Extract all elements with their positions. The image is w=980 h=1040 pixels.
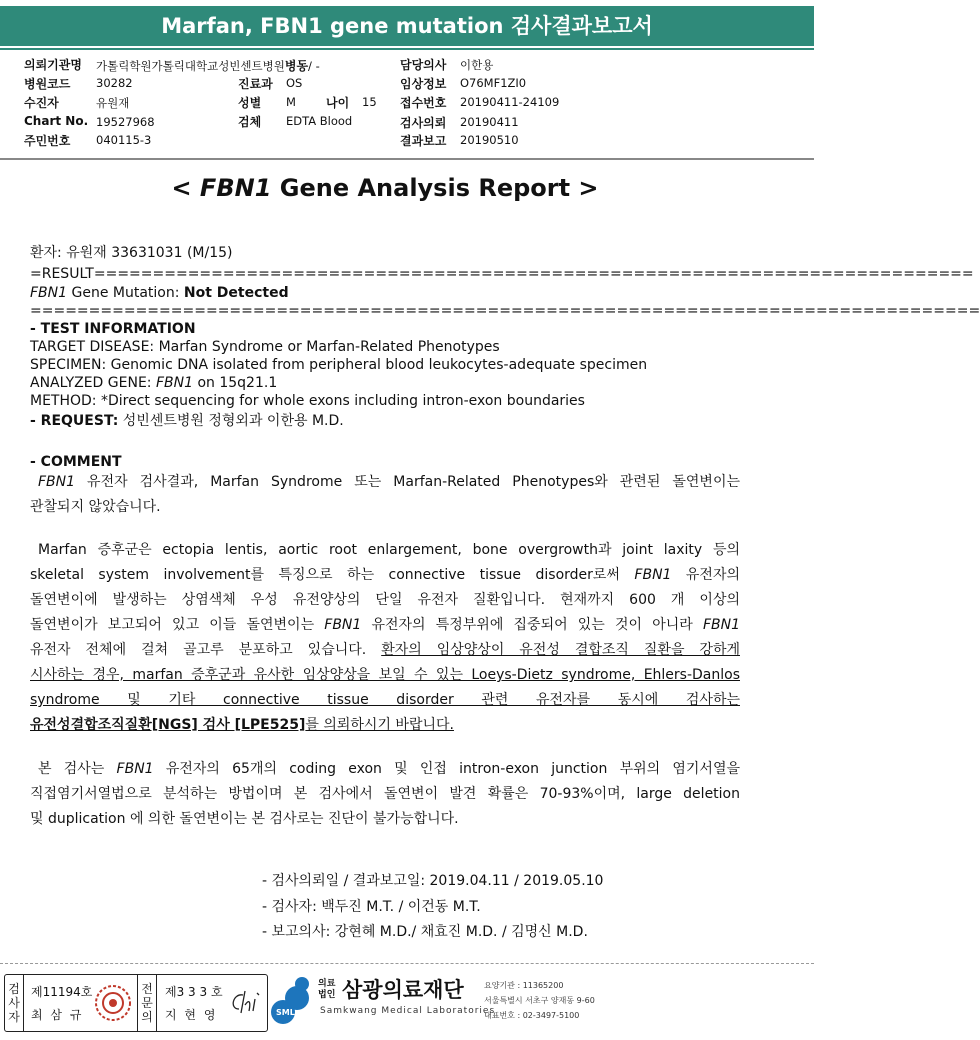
reception-value: 20190411-24109 [460, 95, 560, 109]
recommendation-underlined: 환자의 임상양상이 유전성 결합조직 질환을 강하게 [381, 642, 740, 658]
specimen-info: SPECIMEN: Genomic DNA isolated from peripheral blood leukocytes-adequate specimen [30, 357, 648, 373]
comment-heading: - COMMENT [30, 454, 122, 470]
title-gene: FBN1 [199, 174, 272, 202]
tester-column-label: 검 사 자 [5, 975, 24, 1031]
age-value: 15 [362, 95, 377, 109]
signature-icon [227, 985, 263, 1019]
age-label: 나이 [326, 96, 350, 110]
method-info: METHOD: *Direct sequencing for whole exons including intron-exon boundaries [30, 393, 585, 409]
clinical-label: 임상정보 [400, 77, 447, 91]
comment-p2-line4: 돌연변이가 보고되어 있고 이들 돌연변이는 FBN1 유전자의 특정부위에 집중되어 있는 것이 아니라 FBN1 [30, 617, 740, 633]
org-phone: 대표번호 : 02-3497-5100 [484, 1011, 580, 1020]
comment-p3-line1: 본 검사는 FBN1 유전자의 65개의 coding exon 및 인접 intron-exon junction 부위의 염기서열을 [38, 761, 740, 777]
section-separator: ================================================================================= [30, 303, 980, 319]
institution-label: 의뢰기관명 [24, 58, 82, 72]
mutation-result: Not Detected [183, 285, 289, 301]
request-date-label: 검사의뢰 [400, 116, 447, 130]
dept-value: OS [286, 76, 303, 90]
dept-label: 진료과 [238, 77, 273, 91]
report-header-title: Marfan, FBN1 gene mutation 검사결과보고서 [161, 14, 653, 38]
chart-value: 19527968 [96, 115, 155, 129]
org-prefix: 의료 법인 [318, 979, 336, 1000]
doctor-value: 이한용 [460, 58, 494, 72]
resident-label: 주민번호 [24, 134, 71, 148]
comment-p1-line2: 관찰되지 않았습니다. [30, 499, 161, 515]
code-label: 병원코드 [24, 77, 71, 91]
header-divider [0, 48, 814, 50]
testers-line: - 검사자: 백두진 M.T. / 이건동 M.T. [262, 899, 481, 915]
patient-value: 유원재 [96, 96, 130, 110]
comment-p2-line2: skeletal system involvement를 특징으로 하는 connective tissue disorder로써 FBN1 유전자의 [30, 567, 741, 583]
specimen-label: 검체 [238, 115, 262, 129]
test-info-heading: - TEST INFORMATION [30, 321, 196, 337]
reporters-line: - 보고의사: 강현혜 M.D./ 채효진 M.D. / 김명신 M.D. [262, 924, 588, 940]
tester-license-no: 제11194호 [31, 985, 93, 999]
clinical-value: O76MF1ZI0 [460, 76, 527, 90]
comment-p1-line1: FBN1 유전자 검사결과, Marfan Syndrome 또는 Marfan-Related Phenotypes와 관련된 돌연변이는 [38, 474, 740, 490]
signature-box [4, 974, 268, 1032]
comment-p2-line5: 유전자 전체에 걸쳐 골고루 분포하고 있습니다. 환자의 임상양상이 유전성 결합조직 질환을 강하게 [30, 642, 740, 658]
patient-line: 환자: 유원재 33631031 (M/15) [30, 245, 233, 261]
org-english-name: Samkwang Medical Laboratories [320, 1006, 496, 1016]
sex-label: 성별 [238, 96, 262, 110]
official-seal-icon [93, 983, 133, 1023]
report-title: < FBN1 Gene Analysis Report > [171, 174, 599, 202]
target-disease: TARGET DISEASE: Marfan Syndrome or Marfan-Related Phenotypes [30, 339, 500, 355]
comment-p2-line3: 돌연변이에 발생하는 상염색체 우성 유전양상의 단일 유전자 질환입니다. 현재까지 600 개 이상의 [30, 592, 740, 608]
doctor-label: 담당의사 [400, 58, 447, 72]
comment-p2-line6: 시사하는 경우, marfan 증후군과 유사한 임상양상을 보일 수 있는 Loeys-Dietz syndrome, Ehlers-Danlos [30, 667, 740, 683]
resident-value: 040115-3 [96, 133, 152, 147]
recommended-test: 유전성결합조직질환[NGS] 검사 [LPE525] [30, 717, 306, 733]
analyzed-gene: ANALYZED GENE: FBN1 on 15q21.1 [30, 375, 278, 391]
report-date-label: 결과보고 [400, 134, 447, 148]
chart-label: Chart No. [24, 114, 89, 128]
request-line: - REQUEST: 성빈센트병원 정형외과 이한용 M.D. [30, 413, 344, 429]
sml-logo-icon [270, 974, 314, 1028]
comment-p2-line1: Marfan 증후군은 ectopia lentis, aortic root enlargement, bone overgrowth과 joint laxity 등의 [38, 542, 740, 558]
comment-p2-line8: 유전성결합조직질환[NGS] 검사 [LPE525]를 의뢰하시기 바랍니다. [30, 717, 454, 733]
dates-line: - 검사의뢰일 / 결과보고일: 2019.04.11 / 2019.05.10 [262, 873, 604, 889]
request-date-value: 20190411 [460, 115, 519, 129]
report-date-value: 20190510 [460, 133, 519, 147]
mutation-result-line: FBN1 Gene Mutation: Not Detected [30, 285, 289, 301]
ward-value: / - [308, 59, 320, 73]
specialist-name: 지 현 영 [165, 1008, 218, 1022]
comment-p2-line7: syndrome 및 기타 connective tissue disorder 관련 유전자를 동시에 검사하는 [30, 692, 740, 708]
specialist-license-no: 제3 3 3 호 [165, 985, 223, 999]
specialist-column-label: 전 문 의 [138, 975, 157, 1031]
comment-p3-line2: 직접염기서열법으로 분석하는 방법이며 본 검사에서 돌연변이 발견 확률은 70-93%이며, large deletion [30, 786, 740, 802]
sex-value: M [286, 95, 296, 109]
specimen-value: EDTA Blood [286, 114, 353, 128]
footer-divider [0, 963, 814, 964]
comment-p3-line3: 및 duplication 에 의한 돌연변이는 본 검사로는 진단이 불가능합니다. [30, 811, 459, 827]
code-value: 30282 [96, 76, 133, 90]
org-name: 삼광의료재단 [342, 978, 464, 1002]
institution-value: 가톨릭학원가톨릭대학교성빈센트병원병동/ - [96, 59, 320, 73]
logo-text: SML [276, 1008, 295, 1017]
patient-label: 수진자 [24, 96, 59, 110]
report-header-banner [0, 6, 814, 46]
result-separator: =RESULT=========================================================================== [30, 266, 974, 282]
ward-label: 병동 [284, 59, 309, 73]
agency-code: 요양기관 : 11365200 [484, 981, 564, 990]
reception-label: 접수번호 [400, 96, 447, 110]
tester-name: 최 삼 규 [31, 1008, 84, 1022]
org-address: 서울특별시 서초구 양재동 9-60 [484, 996, 595, 1005]
meta-divider [0, 158, 814, 160]
